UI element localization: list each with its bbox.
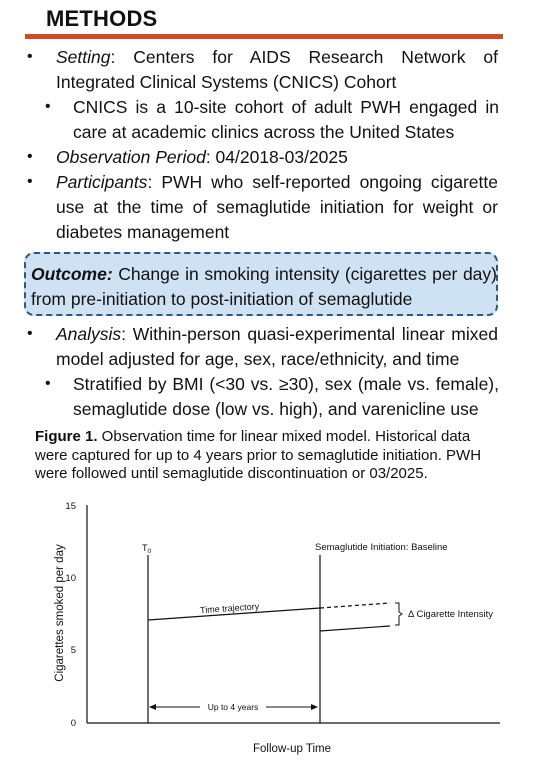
outcome-label: Outcome: (31, 264, 113, 284)
span-label: Up to 4 years (207, 702, 259, 712)
span-arrowhead-left (149, 704, 156, 710)
bullet-lead: Participants (56, 172, 148, 192)
delta-brace (395, 603, 402, 625)
outcome-text (31, 262, 497, 312)
figure-diagram (0, 490, 543, 761)
bullet-lead: Setting (56, 47, 111, 67)
page-title: METHODS (46, 6, 158, 31)
bullet-analysis-sub: Stratified by BMI (<30 vs. ≥30), sex (male vs. female), semaglutide dose (low vs. high), and varenicline use (73, 374, 499, 419)
post-trajectory-line (320, 626, 390, 631)
span-arrowhead-right (311, 704, 318, 710)
baseline-label: Semaglutide Initiation: Baseline (315, 542, 448, 553)
bullet-setting-sub: CNICS is a 10-site cohort of adult PWH engaged in care at academic clinics across the United States (73, 97, 499, 142)
figure-label: Figure 1. (35, 428, 98, 445)
bullet-participants (56, 170, 498, 245)
bullet-text: : Centers for AIDS Research Network of Integrated Clinical Systems (CNICS) Cohort (56, 47, 498, 92)
bullet-text: : PWH who self-reported ongoing cigarette use at the time of semaglutide initiation for weight or diabetes management (56, 172, 498, 242)
bullet-text: : 04/2018-03/2025 (205, 147, 348, 167)
bullet-dot: • (27, 325, 33, 342)
trajectory-label: Time trajectory (199, 601, 260, 616)
y-tick-label: 15 (65, 501, 76, 512)
delta-label: Δ Cigarette Intensity (408, 609, 494, 620)
bullet-dot: • (27, 148, 33, 165)
bullet-dot: • (45, 98, 51, 115)
outcome-body: Change in smoking intensity (cigarettes per day) from pre-initiation to post-initiation of semaglutide (31, 264, 497, 309)
bullet-dot: • (27, 48, 33, 65)
outcome-box (24, 252, 498, 316)
x-axis-label: Follow-up Time (253, 743, 331, 755)
y-axis-label: Cigarettes smoked per day (54, 544, 66, 682)
bullet-dot: • (45, 375, 51, 392)
bullet-lead: Observation Period (56, 147, 206, 167)
figure-caption (35, 428, 505, 484)
bullet-dot: • (27, 173, 33, 190)
bullet-setting (56, 45, 498, 95)
bullet-text: : Within-person quasi-experimental linear mixed model adjusted for age, sex, race/ethnicity, and time (56, 324, 498, 369)
y-tick-label: 10 (65, 573, 76, 584)
y-tick-label: 0 (70, 718, 76, 729)
t0-label: $T_0$ (142, 543, 152, 555)
y-tick-label: 5 (70, 645, 76, 656)
bullet-observation (56, 145, 498, 170)
counterfactual-line (320, 603, 390, 608)
bullet-analysis (56, 322, 498, 372)
figure-caption-text: Observation time for linear mixed model. Historical data were captured for up to 4 years prior to semaglutide initiation. PWH were followed until semaglutide discontinuation or 03/2025. (35, 428, 482, 482)
bullet-lead: Analysis (56, 324, 122, 344)
title-rule (25, 34, 503, 39)
